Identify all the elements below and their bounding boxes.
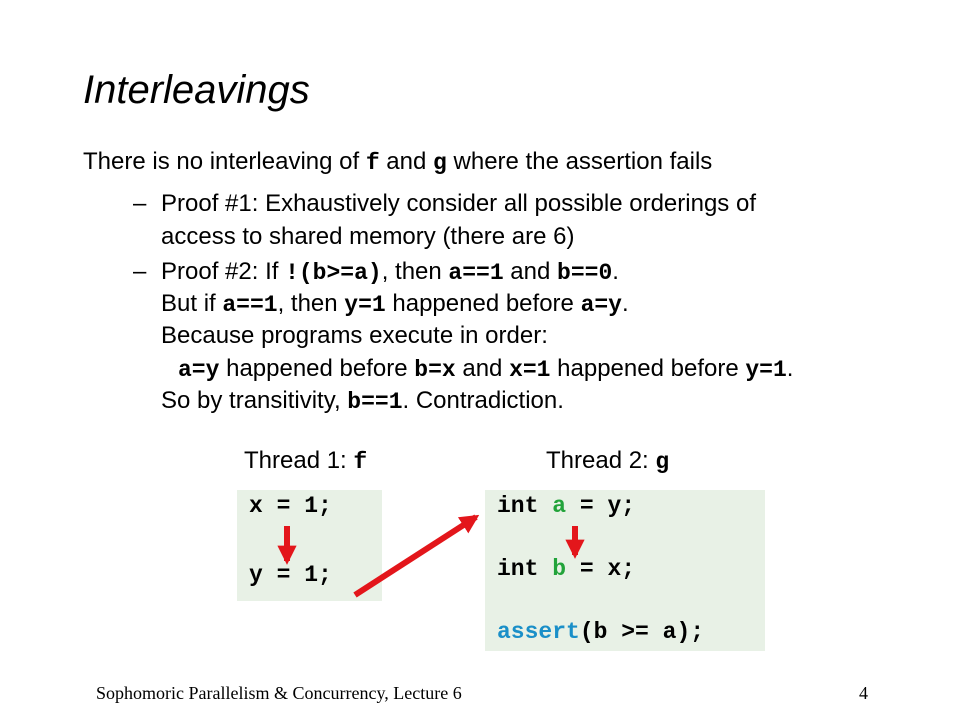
footer-course: Sophomoric Parallelism & Concurrency, Lecture 6 <box>96 683 462 703</box>
proof2-line1: Proof #2: If !(b>=a), then a==1 and b==0. <box>161 258 619 286</box>
footer-page-number: 4 <box>859 683 868 703</box>
slide-title: Interleavings <box>83 68 310 112</box>
proof2-line3: Because programs execute in order: <box>161 322 548 349</box>
thread2-line3: assert(b >= a); <box>497 619 705 645</box>
proof2-line2: But if a==1, then y=1 happened before a=y. <box>161 290 629 318</box>
proof2-line5: So by transitivity, b==1. Contradiction. <box>161 387 564 415</box>
thread2-line1: int a = y; <box>497 493 636 519</box>
intro-statement: There is no interleaving of f and g where the assertion fails <box>83 148 713 176</box>
proof1-line1: Proof #1: Exhaustively consider all possible orderings of <box>161 190 756 217</box>
proof1-line2: access to shared memory (there are 6) <box>161 223 575 250</box>
thread2-label: Thread 2: g <box>546 447 670 475</box>
proof1-dash: – <box>133 190 147 217</box>
thread1-line2: y = 1; <box>249 562 332 588</box>
proof2-line4: a=y happened before b=x and x=1 happened before y=1. <box>178 355 794 383</box>
thread1-line1: x = 1; <box>249 493 332 519</box>
proof2-dash: – <box>133 258 147 285</box>
thread1-label: Thread 1: f <box>244 447 368 475</box>
thread2-line2: int b = x; <box>497 556 636 582</box>
